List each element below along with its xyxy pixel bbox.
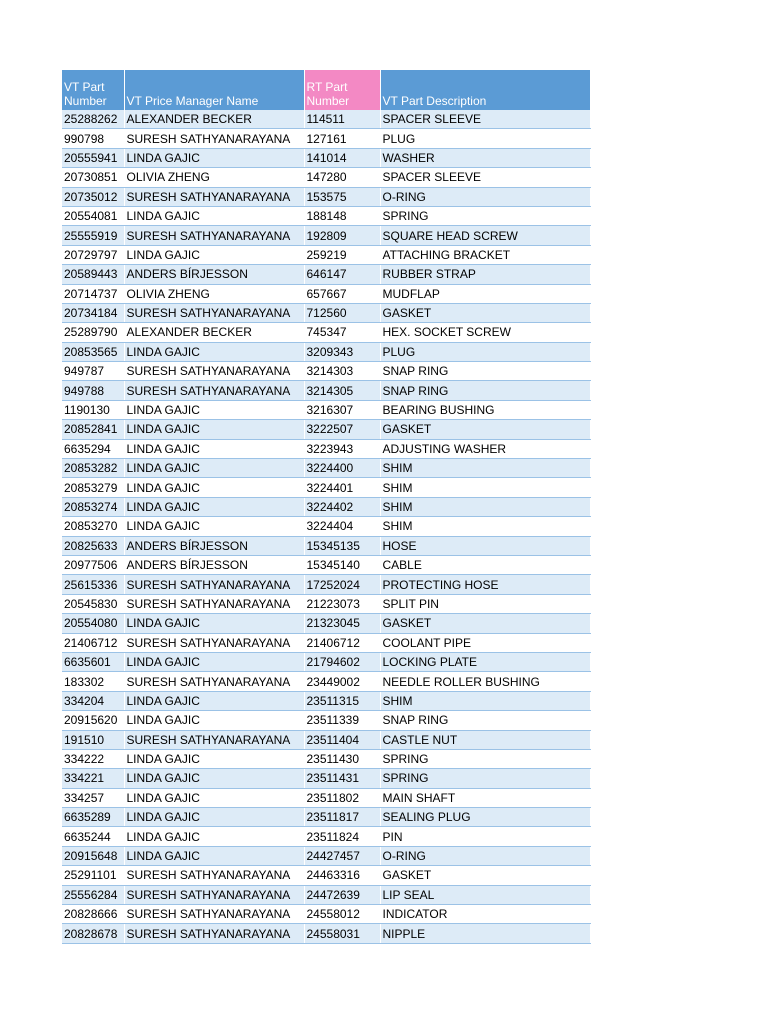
cell-vt-part-number[interactable]: 334204 bbox=[62, 691, 124, 710]
cell-price-manager[interactable]: LINDA GAJIC bbox=[124, 420, 304, 439]
cell-price-manager[interactable]: SURESH SATHYANARAYANA bbox=[124, 885, 304, 904]
cell-vt-part-number[interactable]: 20915620 bbox=[62, 711, 124, 730]
cell-vt-part-number[interactable]: 20915648 bbox=[62, 846, 124, 865]
cell-price-manager[interactable]: SURESH SATHYANARAYANA bbox=[124, 129, 304, 148]
table-row bbox=[62, 439, 590, 458]
cell-rt-part-number[interactable]: 657667 bbox=[304, 284, 380, 303]
cell-price-manager[interactable]: SURESH SATHYANARAYANA bbox=[124, 575, 304, 594]
table-row bbox=[62, 905, 590, 924]
cell-vt-part-number[interactable]: 183302 bbox=[62, 672, 124, 691]
cell-part-description[interactable]: SHIM bbox=[380, 497, 590, 516]
cell-vt-part-number[interactable]: 6635244 bbox=[62, 827, 124, 846]
cell-part-description[interactable]: ADJUSTING WASHER bbox=[380, 439, 590, 458]
cell-rt-part-number[interactable]: 23511339 bbox=[304, 711, 380, 730]
table-row bbox=[62, 459, 590, 478]
table-row bbox=[62, 808, 590, 827]
cell-rt-part-number[interactable]: 3209343 bbox=[304, 342, 380, 361]
cell-part-description[interactable]: PROTECTING HOSE bbox=[380, 575, 590, 594]
cell-vt-part-number[interactable]: 20589443 bbox=[62, 265, 124, 284]
cell-part-description[interactable]: SNAP RING bbox=[380, 711, 590, 730]
cell-vt-part-number[interactable]: 6635601 bbox=[62, 652, 124, 671]
cell-price-manager[interactable]: SURESH SATHYANARAYANA bbox=[124, 381, 304, 400]
table-row bbox=[62, 342, 590, 361]
cell-price-manager[interactable]: LINDA GAJIC bbox=[124, 827, 304, 846]
table-row bbox=[62, 575, 590, 594]
cell-part-description[interactable]: LIP SEAL bbox=[380, 885, 590, 904]
cell-part-description[interactable]: NEEDLE ROLLER BUSHING bbox=[380, 672, 590, 691]
cell-price-manager[interactable]: ALEXANDER BECKER bbox=[124, 110, 304, 129]
cell-vt-part-number[interactable]: 20555941 bbox=[62, 148, 124, 167]
cell-part-description[interactable]: MUDFLAP bbox=[380, 284, 590, 303]
cell-vt-part-number[interactable]: 6635289 bbox=[62, 808, 124, 827]
cell-vt-part-number[interactable]: 25555919 bbox=[62, 226, 124, 245]
cell-part-description[interactable]: ATTACHING BRACKET bbox=[380, 245, 590, 264]
cell-rt-part-number[interactable]: 21323045 bbox=[304, 614, 380, 633]
cell-vt-part-number[interactable]: 20554081 bbox=[62, 206, 124, 225]
cell-vt-part-number[interactable]: 949788 bbox=[62, 381, 124, 400]
table-row bbox=[62, 749, 590, 768]
table-row bbox=[62, 711, 590, 730]
cell-rt-part-number[interactable]: 3214303 bbox=[304, 362, 380, 381]
cell-rt-part-number[interactable]: 23511315 bbox=[304, 691, 380, 710]
cell-price-manager[interactable]: SURESH SATHYANARAYANA bbox=[124, 303, 304, 322]
cell-vt-part-number[interactable]: 1190130 bbox=[62, 400, 124, 419]
cell-rt-part-number[interactable]: 114511 bbox=[304, 110, 380, 129]
cell-price-manager[interactable]: SURESH SATHYANARAYANA bbox=[124, 633, 304, 652]
table-row bbox=[62, 691, 590, 710]
cell-rt-part-number[interactable]: 23511430 bbox=[304, 749, 380, 768]
cell-vt-part-number[interactable]: 20977506 bbox=[62, 555, 124, 574]
cell-rt-part-number[interactable]: 24558012 bbox=[304, 905, 380, 924]
cell-part-description[interactable]: SPRING bbox=[380, 769, 590, 788]
cell-rt-part-number[interactable]: 23511431 bbox=[304, 769, 380, 788]
cell-vt-part-number[interactable]: 334257 bbox=[62, 788, 124, 807]
table-row bbox=[62, 536, 590, 555]
header-line: VT Part bbox=[64, 80, 105, 94]
table-row bbox=[62, 323, 590, 342]
cell-part-description[interactable]: PLUG bbox=[380, 342, 590, 361]
cell-part-description[interactable]: SNAP RING bbox=[380, 362, 590, 381]
cell-price-manager[interactable]: LINDA GAJIC bbox=[124, 342, 304, 361]
cell-price-manager[interactable]: LINDA GAJIC bbox=[124, 459, 304, 478]
cell-vt-part-number[interactable]: 20853270 bbox=[62, 517, 124, 536]
table-row bbox=[62, 614, 590, 633]
cell-part-description[interactable]: GASKET bbox=[380, 303, 590, 322]
cell-vt-part-number[interactable]: 20730851 bbox=[62, 168, 124, 187]
cell-rt-part-number[interactable]: 17252024 bbox=[304, 575, 380, 594]
cell-part-description[interactable]: SHIM bbox=[380, 691, 590, 710]
table-row bbox=[62, 303, 590, 322]
cell-part-description[interactable]: PIN bbox=[380, 827, 590, 846]
table-row bbox=[62, 517, 590, 536]
cell-part-description[interactable]: PLUG bbox=[380, 129, 590, 148]
cell-vt-part-number[interactable]: 20545830 bbox=[62, 594, 124, 613]
table-row bbox=[62, 187, 590, 206]
table-row bbox=[62, 420, 590, 439]
cell-rt-part-number[interactable]: 3216307 bbox=[304, 400, 380, 419]
cell-part-description[interactable]: SPRING bbox=[380, 206, 590, 225]
cell-price-manager[interactable]: SURESH SATHYANARAYANA bbox=[124, 594, 304, 613]
cell-part-description[interactable]: SEALING PLUG bbox=[380, 808, 590, 827]
header-line: Number bbox=[64, 94, 107, 108]
cell-price-manager[interactable]: LINDA GAJIC bbox=[124, 478, 304, 497]
cell-vt-part-number[interactable]: 20853274 bbox=[62, 497, 124, 516]
cell-rt-part-number[interactable]: 141014 bbox=[304, 148, 380, 167]
cell-price-manager[interactable]: SURESH SATHYANARAYANA bbox=[124, 362, 304, 381]
table-row bbox=[62, 788, 590, 807]
cell-rt-part-number[interactable]: 3222507 bbox=[304, 420, 380, 439]
header-vt-part-description[interactable] bbox=[380, 70, 590, 110]
table-row bbox=[62, 827, 590, 846]
cell-part-description[interactable]: RUBBER STRAP bbox=[380, 265, 590, 284]
cell-price-manager[interactable]: SURESH SATHYANARAYANA bbox=[124, 905, 304, 924]
cell-price-manager[interactable]: LINDA GAJIC bbox=[124, 148, 304, 167]
cell-price-manager[interactable]: LINDA GAJIC bbox=[124, 206, 304, 225]
table-row bbox=[62, 284, 590, 303]
cell-part-description[interactable]: BEARING BUSHING bbox=[380, 400, 590, 419]
table-row bbox=[62, 400, 590, 419]
cell-part-description[interactable]: SPLIT PIN bbox=[380, 594, 590, 613]
cell-part-description[interactable]: SHIM bbox=[380, 478, 590, 497]
cell-part-description[interactable]: O-RING bbox=[380, 846, 590, 865]
table-row bbox=[62, 245, 590, 264]
table-row bbox=[62, 924, 590, 943]
cell-price-manager[interactable]: LINDA GAJIC bbox=[124, 808, 304, 827]
cell-part-description[interactable]: CABLE bbox=[380, 555, 590, 574]
cell-price-manager[interactable]: LINDA GAJIC bbox=[124, 497, 304, 516]
cell-rt-part-number[interactable]: 24463316 bbox=[304, 866, 380, 885]
cell-price-manager[interactable]: LINDA GAJIC bbox=[124, 846, 304, 865]
cell-vt-part-number[interactable]: 6635294 bbox=[62, 439, 124, 458]
cell-price-manager[interactable]: LINDA GAJIC bbox=[124, 769, 304, 788]
cell-vt-part-number[interactable]: 20729797 bbox=[62, 245, 124, 264]
cell-rt-part-number[interactable]: 127161 bbox=[304, 129, 380, 148]
cell-part-description[interactable]: MAIN SHAFT bbox=[380, 788, 590, 807]
table-row bbox=[62, 866, 590, 885]
cell-part-description[interactable]: SHIM bbox=[380, 517, 590, 536]
cell-rt-part-number[interactable]: 745347 bbox=[304, 323, 380, 342]
cell-price-manager[interactable]: SURESH SATHYANARAYANA bbox=[124, 187, 304, 206]
cell-rt-part-number[interactable]: 21794602 bbox=[304, 652, 380, 671]
cell-part-description[interactable]: SPACER SLEEVE bbox=[380, 168, 590, 187]
cell-price-manager[interactable]: ANDERS BÍRJESSON bbox=[124, 555, 304, 574]
cell-rt-part-number[interactable]: 23511404 bbox=[304, 730, 380, 749]
cell-price-manager[interactable]: LINDA GAJIC bbox=[124, 400, 304, 419]
cell-rt-part-number[interactable]: 3224402 bbox=[304, 497, 380, 516]
cell-price-manager[interactable]: SURESH SATHYANARAYANA bbox=[124, 924, 304, 943]
cell-vt-part-number[interactable]: 20734184 bbox=[62, 303, 124, 322]
cell-part-description[interactable]: LOCKING PLATE bbox=[380, 652, 590, 671]
cell-price-manager[interactable]: ANDERS BÍRJESSON bbox=[124, 536, 304, 555]
cell-rt-part-number[interactable]: 712560 bbox=[304, 303, 380, 322]
cell-vt-part-number[interactable]: 20714737 bbox=[62, 284, 124, 303]
cell-price-manager[interactable]: SURESH SATHYANARAYANA bbox=[124, 226, 304, 245]
cell-rt-part-number[interactable]: 23511802 bbox=[304, 788, 380, 807]
header-line: VT Price Manager Name bbox=[126, 94, 259, 108]
cell-vt-part-number[interactable]: 20825633 bbox=[62, 536, 124, 555]
cell-rt-part-number[interactable]: 21223073 bbox=[304, 594, 380, 613]
cell-rt-part-number[interactable]: 259219 bbox=[304, 245, 380, 264]
cell-vt-part-number[interactable]: 25615336 bbox=[62, 575, 124, 594]
table-row bbox=[62, 497, 590, 516]
cell-price-manager[interactable]: LINDA GAJIC bbox=[124, 788, 304, 807]
cell-rt-part-number[interactable]: 23511817 bbox=[304, 808, 380, 827]
header-vt-price-manager-name[interactable] bbox=[124, 70, 304, 110]
cell-vt-part-number[interactable]: 25288262 bbox=[62, 110, 124, 129]
cell-rt-part-number[interactable]: 24558031 bbox=[304, 924, 380, 943]
table-body bbox=[62, 110, 590, 943]
cell-rt-part-number[interactable]: 21406712 bbox=[304, 633, 380, 652]
cell-rt-part-number[interactable]: 24472639 bbox=[304, 885, 380, 904]
table-row bbox=[62, 381, 590, 400]
table-row bbox=[62, 110, 590, 129]
cell-price-manager[interactable]: SURESH SATHYANARAYANA bbox=[124, 672, 304, 691]
cell-part-description[interactable]: SPRING bbox=[380, 749, 590, 768]
cell-rt-part-number[interactable]: 192809 bbox=[304, 226, 380, 245]
cell-rt-part-number[interactable]: 3214305 bbox=[304, 381, 380, 400]
cell-part-description[interactable]: NIPPLE bbox=[380, 924, 590, 943]
cell-rt-part-number[interactable]: 3224404 bbox=[304, 517, 380, 536]
cell-price-manager[interactable]: OLIVIA ZHENG bbox=[124, 168, 304, 187]
table-row bbox=[62, 672, 590, 691]
cell-price-manager[interactable]: OLIVIA ZHENG bbox=[124, 284, 304, 303]
cell-price-manager[interactable]: SURESH SATHYANARAYANA bbox=[124, 866, 304, 885]
cell-rt-part-number[interactable]: 188148 bbox=[304, 206, 380, 225]
cell-part-description[interactable]: HEX. SOCKET SCREW bbox=[380, 323, 590, 342]
cell-price-manager[interactable]: LINDA GAJIC bbox=[124, 439, 304, 458]
header-line: Number bbox=[306, 94, 350, 108]
cell-rt-part-number[interactable]: 23449002 bbox=[304, 672, 380, 691]
table-row bbox=[62, 148, 590, 167]
cell-price-manager[interactable]: LINDA GAJIC bbox=[124, 691, 304, 710]
cell-price-manager[interactable]: ANDERS BÍRJESSON bbox=[124, 265, 304, 284]
cell-rt-part-number[interactable]: 153575 bbox=[304, 187, 380, 206]
cell-price-manager[interactable]: LINDA GAJIC bbox=[124, 749, 304, 768]
cell-rt-part-number[interactable]: 15345140 bbox=[304, 555, 380, 574]
spreadsheet bbox=[62, 70, 590, 944]
cell-part-description[interactable]: COOLANT PIPE bbox=[380, 633, 590, 652]
header-rt-part-number[interactable] bbox=[304, 70, 380, 110]
cell-vt-part-number[interactable]: 20554080 bbox=[62, 614, 124, 633]
cell-rt-part-number[interactable]: 23511824 bbox=[304, 827, 380, 846]
cell-part-description[interactable]: SPACER SLEEVE bbox=[380, 110, 590, 129]
cell-vt-part-number[interactable]: 20853279 bbox=[62, 478, 124, 497]
table-row bbox=[62, 633, 590, 652]
header-vt-part-number[interactable] bbox=[62, 70, 124, 110]
cell-price-manager[interactable]: LINDA GAJIC bbox=[124, 711, 304, 730]
cell-rt-part-number[interactable]: 15345135 bbox=[304, 536, 380, 555]
cell-vt-part-number[interactable]: 20828678 bbox=[62, 924, 124, 943]
cell-part-description[interactable]: GASKET bbox=[380, 866, 590, 885]
cell-vt-part-number[interactable]: 20828666 bbox=[62, 905, 124, 924]
table-row bbox=[62, 168, 590, 187]
cell-vt-part-number[interactable]: 20735012 bbox=[62, 187, 124, 206]
cell-price-manager[interactable]: LINDA GAJIC bbox=[124, 614, 304, 633]
cell-vt-part-number[interactable]: 990798 bbox=[62, 129, 124, 148]
table-row bbox=[62, 652, 590, 671]
cell-price-manager[interactable]: LINDA GAJIC bbox=[124, 245, 304, 264]
cell-rt-part-number[interactable]: 147280 bbox=[304, 168, 380, 187]
cell-part-description[interactable]: SHIM bbox=[380, 459, 590, 478]
table-row bbox=[62, 226, 590, 245]
table-row bbox=[62, 769, 590, 788]
cell-vt-part-number[interactable]: 25289790 bbox=[62, 323, 124, 342]
cell-vt-part-number[interactable]: 191510 bbox=[62, 730, 124, 749]
header-line: VT Part Description bbox=[382, 94, 487, 108]
table-row bbox=[62, 846, 590, 865]
cell-vt-part-number[interactable]: 334221 bbox=[62, 769, 124, 788]
cell-vt-part-number[interactable]: 25556284 bbox=[62, 885, 124, 904]
cell-vt-part-number[interactable]: 334222 bbox=[62, 749, 124, 768]
cell-vt-part-number[interactable]: 20853565 bbox=[62, 342, 124, 361]
cell-vt-part-number[interactable]: 25291101 bbox=[62, 866, 124, 885]
cell-part-description[interactable]: SNAP RING bbox=[380, 381, 590, 400]
cell-rt-part-number[interactable]: 24427457 bbox=[304, 846, 380, 865]
table-row bbox=[62, 730, 590, 749]
cell-price-manager[interactable]: ALEXANDER BECKER bbox=[124, 323, 304, 342]
table-row bbox=[62, 362, 590, 381]
table-header bbox=[62, 70, 590, 110]
table-row bbox=[62, 478, 590, 497]
cell-price-manager[interactable]: LINDA GAJIC bbox=[124, 517, 304, 536]
cell-rt-part-number[interactable]: 3223943 bbox=[304, 439, 380, 458]
cell-part-description[interactable]: O-RING bbox=[380, 187, 590, 206]
cell-price-manager[interactable]: SURESH SATHYANARAYANA bbox=[124, 730, 304, 749]
cell-vt-part-number[interactable]: 21406712 bbox=[62, 633, 124, 652]
cell-vt-part-number[interactable]: 949787 bbox=[62, 362, 124, 381]
cell-part-description[interactable]: GASKET bbox=[380, 614, 590, 633]
cell-rt-part-number[interactable]: 646147 bbox=[304, 265, 380, 284]
cell-part-description[interactable]: HOSE bbox=[380, 536, 590, 555]
cell-part-description[interactable]: GASKET bbox=[380, 420, 590, 439]
table-row bbox=[62, 206, 590, 225]
table-row bbox=[62, 885, 590, 904]
table-row bbox=[62, 265, 590, 284]
cell-price-manager[interactable]: LINDA GAJIC bbox=[124, 652, 304, 671]
cell-part-description[interactable]: INDICATOR bbox=[380, 905, 590, 924]
cell-part-description[interactable]: CASTLE NUT bbox=[380, 730, 590, 749]
table-row bbox=[62, 129, 590, 148]
parts-table bbox=[62, 70, 591, 944]
table-row bbox=[62, 555, 590, 574]
header-line: RT Part bbox=[306, 80, 348, 94]
cell-vt-part-number[interactable]: 20853282 bbox=[62, 459, 124, 478]
cell-rt-part-number[interactable]: 3224401 bbox=[304, 478, 380, 497]
cell-rt-part-number[interactable]: 3224400 bbox=[304, 459, 380, 478]
cell-part-description[interactable]: SQUARE HEAD SCREW bbox=[380, 226, 590, 245]
cell-part-description[interactable]: WASHER bbox=[380, 148, 590, 167]
cell-vt-part-number[interactable]: 20852841 bbox=[62, 420, 124, 439]
table-row bbox=[62, 594, 590, 613]
